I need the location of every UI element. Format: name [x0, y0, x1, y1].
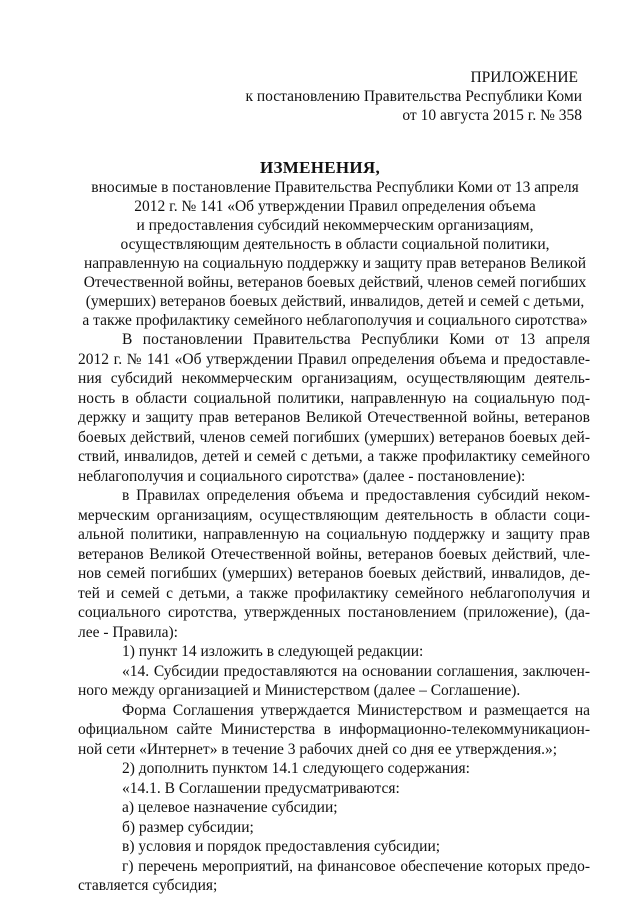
subtitle-line: направленную на социальную поддержку и защиту прав ветеранов Великой [83, 255, 587, 272]
body-line: ния субсидий некоммерческим организациям, осуществляющим деятель- [78, 370, 590, 387]
body-line: тей и семей с детьми, а также профилактику семейного неблагополучия и [78, 584, 590, 602]
document-body [78, 330, 590, 896]
body-line: в Правилах определения объема и предоставления субсидий неком- [122, 487, 590, 504]
body-line: ность в области социальной политики, направленную на социальную под- [78, 389, 590, 407]
subtitle-line: осуществляющим деятельность в области социальной политики, [120, 236, 550, 253]
body-line: социального сиротства, утвержденных постановлением (приложение), (да- [78, 604, 590, 621]
body-line: ного между организацией и Министерством (далее – Соглашение). [78, 682, 521, 699]
body-line: б) размер субсидии; [122, 818, 254, 836]
body-line: «14.1. В Соглашении предусматриваются: [122, 779, 400, 797]
subtitle-line: Отечественной войны, ветеранов боевых действий, членов семей погибших [83, 274, 587, 291]
body-line: в) условия и порядок предоставления субсидии; [122, 838, 441, 855]
appendix-decree-date: от 10 августа 2015 г. № 358 [402, 107, 582, 124]
body-line: ставляется субсидия; [78, 877, 218, 894]
appendix-decree-ref: к постановлению Правительства Республики Коми [245, 88, 582, 105]
appendix-label: ПРИЛОЖЕНИЕ [470, 69, 578, 86]
document-title: ИЗМЕНЕНИЯ, [259, 158, 381, 177]
body-line: 2) дополнить пунктом 14.1 следующего содержания: [122, 760, 470, 777]
appendix-header [245, 68, 582, 125]
body-line: боевых действий, членов семей погибших (умерших) ветеранов боевых дей- [78, 428, 590, 446]
body-line: ветеранов Великой Отечественной войны, ветеранов боевых действий, чле- [78, 545, 590, 563]
body-line: ной сети «Интернет» в течение 3 рабочих дней со дня ее утверждения.»; [78, 740, 558, 758]
body-line: ствий, инвалидов, детей и семей с детьми, а также профилактику семейного [78, 448, 590, 465]
body-line: а) целевое назначение субсидии; [122, 799, 338, 816]
subtitle-line: а также профилактику семейного неблагополучия и социального сиротства» [82, 312, 588, 329]
body-line: мерческим организациям, осуществляющим деятельность в области соци- [78, 506, 590, 524]
body-line: Форма Соглашения утверждается Министерством и размещается на [122, 701, 590, 719]
body-line: «14. Субсидии предоставляются на основании соглашения, заключен- [122, 662, 590, 680]
body-line: 1) пункт 14 изложить в следующей редакции: [122, 643, 424, 660]
subtitle-line: и предоставления субсидий некоммерческим организациям, [136, 217, 534, 234]
body-line: неблагополучия и социального сиротства» (далее - постановление): [78, 467, 526, 485]
subtitle-line: (умерших) ветеранов боевых действий, инвалидов, детей и семей с детьми, [85, 293, 585, 310]
document-subtitle [80, 178, 590, 330]
subtitle-line: вносимые в постановление Правительства Республики Коми от 13 апреля [91, 179, 579, 196]
body-line: 2012 г. № 141 «Об утверждении Правил определения объема и предоставле- [78, 350, 590, 368]
body-line: нов семей погибших (умерших) ветеранов боевых действий, инвалидов, де- [78, 565, 590, 582]
body-line: г) перечень мероприятий, на финансовое обеспечение которых предо- [122, 857, 590, 875]
body-line: лее - Правила): [78, 623, 178, 641]
body-line: держку и защиту прав ветеранов Великой Отечественной войны, ветеранов [78, 409, 590, 426]
body-line: официальном сайте Министерства в информационно-телекоммуникацион- [78, 721, 590, 738]
body-line: альной политики, направленную на социальную поддержку и защиту прав [78, 526, 590, 543]
body-line: В постановлении Правительства Республики Коми от 13 апреля [122, 331, 590, 348]
subtitle-line: 2012 г. № 141 «Об утверждении Правил определения объема [134, 198, 536, 215]
